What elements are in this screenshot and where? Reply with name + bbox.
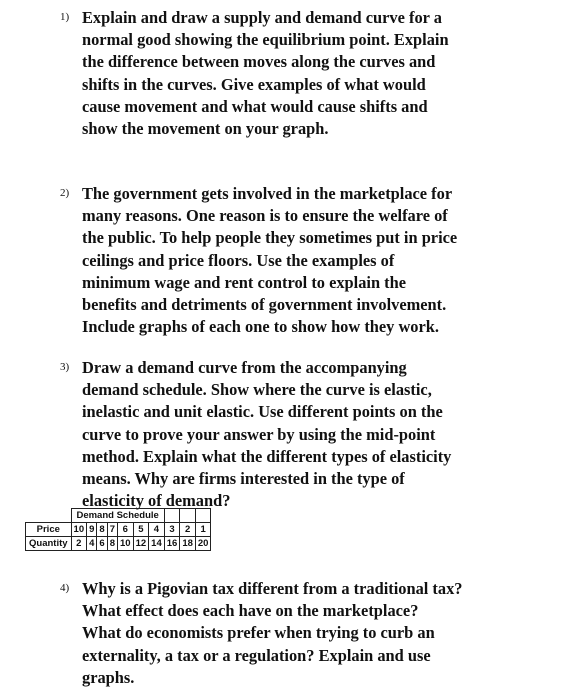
price-cell: 8 [97, 523, 107, 537]
quantity-cell: 20 [195, 537, 211, 551]
question-4 [62, 578, 517, 689]
quantity-cell: 14 [149, 537, 165, 551]
quantity-cell: 8 [107, 537, 117, 551]
price-label: Price [26, 523, 72, 537]
price-cell: 7 [107, 523, 117, 537]
price-cell: 5 [133, 523, 149, 537]
price-cell: 2 [180, 523, 196, 537]
price-cell: 4 [149, 523, 165, 537]
demand-schedule-table [25, 508, 211, 551]
schedule-title: Demand Schedule [71, 509, 164, 523]
blank-cell [164, 509, 180, 523]
price-row [26, 523, 211, 537]
question-3 [62, 357, 517, 512]
schedule-title-row [26, 509, 211, 523]
price-cell: 1 [195, 523, 211, 537]
question-number: 3) [60, 361, 70, 373]
question-text: The government gets involved in the marketplace for many reasons. One reason is to ensure the welfare of the public. To help people they sometimes put in price ceilings and price floors. Use the examples of minimum wage and rent control to explain the benefits and detriments of government involvement. Include graphs of each one to show how they work. [82, 184, 458, 337]
question-text: Explain and draw a supply and demand curve for a normal good showing the equilibrium point. Explain the difference between moves along the curves and shifts in the curves. Give examples of what would cause movement and what would cause shifts and show the movement on your graph. [82, 8, 449, 139]
quantity-label: Quantity [26, 537, 72, 551]
blank-cell [195, 509, 211, 523]
question-number: 1) [60, 11, 70, 23]
quantity-cell: 10 [118, 537, 134, 551]
blank-cell [26, 509, 72, 523]
quantity-cell: 6 [97, 537, 107, 551]
question-text: Why is a Pigovian tax different from a traditional tax? What effect does each have on the marketplace? What do economists prefer when trying to curb an externality, a tax or a regulation? Explain and use graphs. [82, 579, 463, 687]
price-cell: 3 [164, 523, 180, 537]
quantity-row [26, 537, 211, 551]
question-text: Draw a demand curve from the accompanying demand schedule. Show where the curve is elastic, inelastic and unit elastic. Use different points on the curve to prove your answer by using the mid-point method. Explain what the different types of elasticity means. Why are firms interested in the type of elasticity of demand? [82, 358, 452, 511]
question-number: 4) [60, 582, 70, 594]
quantity-cell: 4 [87, 537, 97, 551]
question-1 [62, 7, 517, 140]
price-cell: 6 [118, 523, 134, 537]
quantity-cell: 2 [71, 537, 87, 551]
question-number: 2) [60, 187, 70, 199]
quantity-cell: 16 [164, 537, 180, 551]
price-cell: 10 [71, 523, 87, 537]
quantity-cell: 18 [180, 537, 196, 551]
quantity-cell: 12 [133, 537, 149, 551]
blank-cell [180, 509, 196, 523]
question-2 [62, 183, 517, 338]
price-cell: 9 [87, 523, 97, 537]
